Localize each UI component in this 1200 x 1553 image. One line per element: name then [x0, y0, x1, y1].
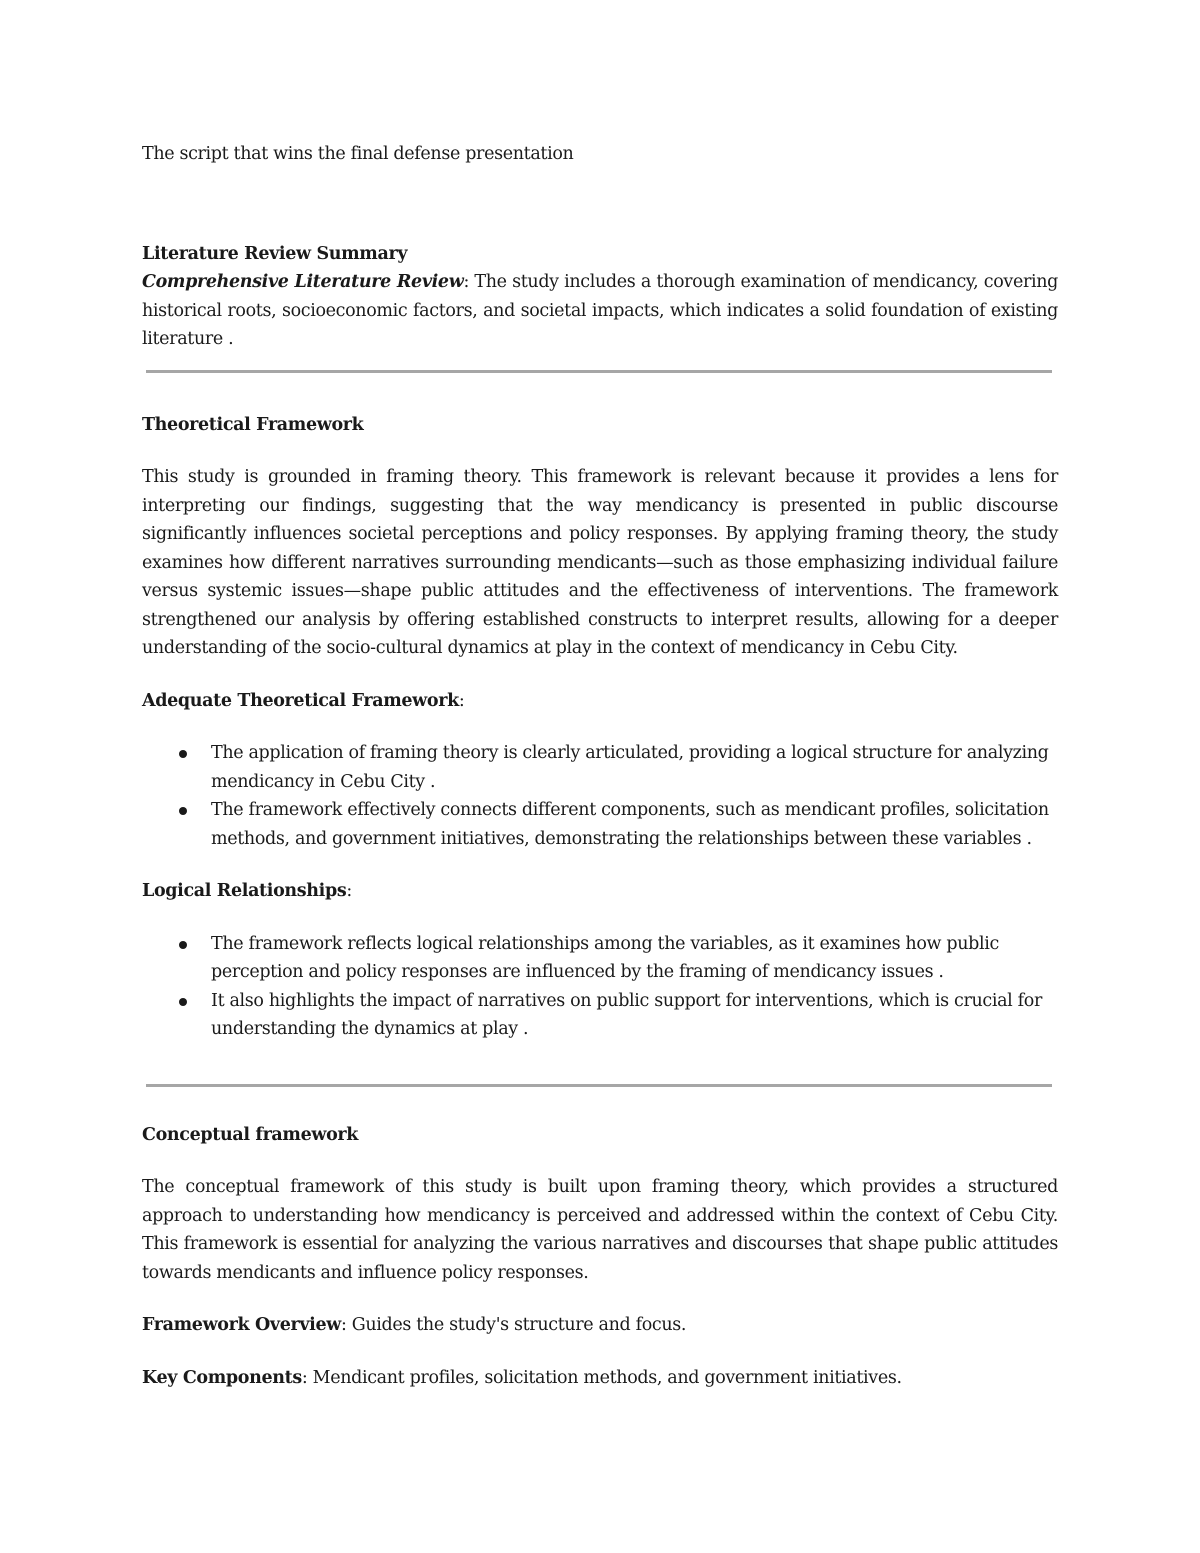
logical-relationships-list [142, 930, 1058, 1044]
key-components-text: : Mendicant profiles, solicitation methods, and government initiatives. [301, 1367, 902, 1388]
list-item [142, 987, 1058, 1044]
bullet-icon [179, 807, 187, 815]
spacer [142, 1149, 1058, 1173]
conceptual-framework-paragraph: The conceptual framework of this study is built upon framing theory, which provides a structured approach to understanding how mendicancy is perceived and addressed within the context of Cebu City. This framework is essential for analyzing the various narratives and discourses that shape public attitudes towards mendicants and influence policy responses. [142, 1177, 1058, 1283]
list-item-text: It also highlights the impact of narratives on public support for interventions, which is crucial for understanding the dynamics at play . [211, 990, 1042, 1039]
adequate-framework-list [142, 739, 1058, 853]
spacer [142, 906, 1058, 930]
adequate-framework-colon: : [458, 690, 465, 711]
logical-relationships-heading-line [142, 877, 1058, 906]
lit-review-paragraph [142, 268, 1058, 354]
theoretical-framework-paragraph: This study is grounded in framing theory. This framework is relevant because it provides a lens for interpreting our findings, suggesting that the way mendicancy is presented in public discourse significantly influences societal perceptions and policy responses. By applying framing theory, the study examines how different narratives surrounding mendicants—such as those emphasizing individual failure versus systemic issues—shape public attitudes and the effectiveness of interventions. The framework strengthened our analysis by offering established constructs to interpret results, allowing for a deeper understanding of the socio-cultural dynamics at play in the context of mendicancy in Cebu City. [142, 467, 1058, 658]
lit-review-label: Comprehensive Literature Review [142, 272, 464, 292]
list-item [142, 930, 1058, 987]
document-title-line: The script that wins the final defense presentation [142, 144, 574, 164]
list-item-text: The framework effectively connects different components, such as mendicant profiles, solicitation methods, and government initiatives, demonstrating the relationships between these variables . [211, 800, 1049, 849]
adequate-framework-heading-line [142, 687, 1058, 716]
conceptual-framework-heading: Conceptual framework [142, 1124, 359, 1145]
lit-review-label-colon: : [463, 272, 469, 292]
spacer [142, 1087, 1058, 1121]
key-components-label: Key Components [142, 1367, 302, 1388]
lit-review-text: The study includes a thorough examination of mendicancy, covering historical roots, socioeconomic factors, and societal impacts, which indicates a solid foundation of existing literature . [142, 272, 1058, 349]
spacer [142, 439, 1058, 463]
spacer [142, 1340, 1058, 1364]
spacer [142, 354, 1058, 370]
spacer [142, 715, 1058, 739]
adequate-framework-heading: Adequate Theoretical Framework [142, 690, 459, 711]
spacer [142, 169, 1058, 240]
spacer [142, 1044, 1058, 1084]
logical-relationships-heading: Logical Relationships [142, 881, 347, 901]
list-item [142, 739, 1058, 796]
document-page [142, 140, 1058, 1392]
spacer [142, 1287, 1058, 1311]
bullet-icon [179, 941, 187, 949]
theoretical-framework-heading: Theoretical Framework [142, 414, 364, 435]
framework-overview-line [142, 1311, 1058, 1340]
spacer [142, 663, 1058, 687]
logical-relationships-colon: : [346, 881, 352, 901]
spacer [142, 373, 1058, 411]
list-item [142, 796, 1058, 853]
bullet-icon [179, 750, 187, 758]
list-item-text: The framework reflects logical relationships among the variables, as it examines how public perception and policy responses are influenced by the framing of mendicancy issues . [211, 933, 999, 982]
key-components-line [142, 1364, 1058, 1393]
lit-review-heading: Literature Review Summary [142, 243, 408, 264]
list-item-text: The application of framing theory is clearly articulated, providing a logical structure for analyzing mendicancy in Cebu City . [211, 743, 1049, 792]
bullet-icon [179, 998, 187, 1006]
framework-overview-label: Framework Overview [142, 1315, 341, 1335]
framework-overview-text: : Guides the study's structure and focus. [340, 1315, 687, 1335]
spacer [142, 853, 1058, 877]
